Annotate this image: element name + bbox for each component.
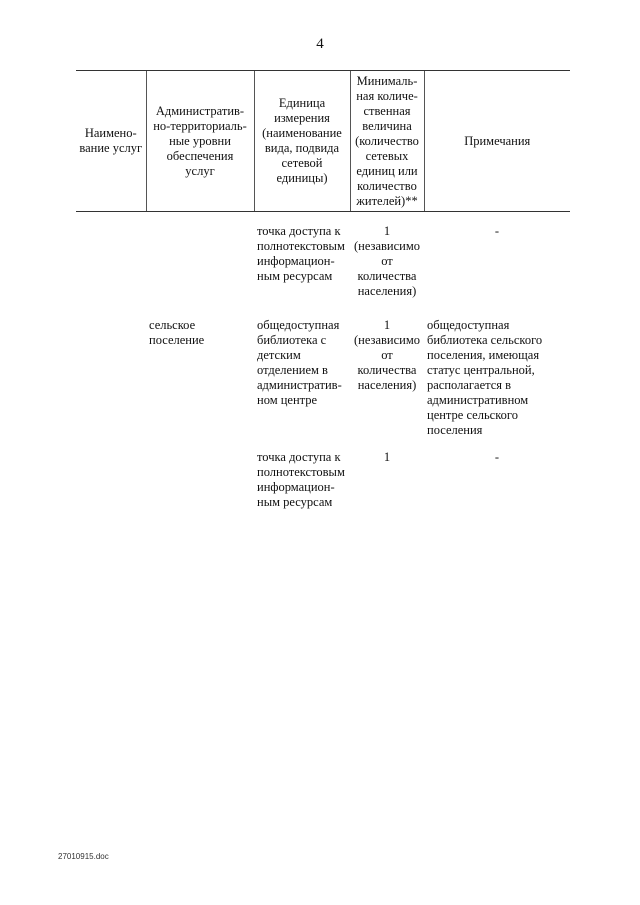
table-row: [76, 306, 570, 438]
table-header-row: [76, 71, 570, 212]
admin-level-cell: [146, 438, 254, 510]
unit-cell: общедоступная библиотека с детским отделением в административ- ном центре: [257, 318, 342, 407]
note-cell: -: [494, 450, 500, 464]
header-admin-level: Административ- но-территориаль- ные уровни обеспечения услуг: [146, 71, 254, 212]
table-row: [76, 438, 570, 510]
quantity-cell: 1: [383, 450, 391, 464]
services-table: [76, 70, 570, 510]
service-name-cell: [76, 438, 146, 510]
note-cell: -: [494, 224, 500, 238]
unit-cell: точка доступа к полнотекстовым информацион- ным ресурсам: [257, 224, 345, 283]
quantity-cell: 1 (независимо от количества населения): [353, 224, 421, 298]
table-row: [76, 212, 570, 307]
admin-level-cell: [146, 212, 254, 307]
service-name-cell: [76, 306, 146, 438]
service-name-cell: [76, 212, 146, 307]
note-cell: общедоступная библиотека сельского поселения, имеющая статус центральной, располагается в административном центре сельского поселения: [427, 318, 543, 437]
document-filename: 27010915.doc: [58, 852, 109, 861]
quantity-cell: 1 (независимо от количества населения): [353, 318, 421, 392]
header-min-quantity: Минималь- ная количе- ственная величина (количество сетевых единиц или количество жителей)**: [350, 71, 424, 212]
admin-level-cell: сельское поселение: [149, 318, 205, 347]
unit-cell: точка доступа к полнотекстовым информацион- ным ресурсам: [257, 450, 345, 509]
page-number: 4: [316, 36, 324, 52]
header-unit: Единица измерения (наименование вида, подвида сетевой единицы): [254, 71, 350, 212]
header-notes: Примечания: [424, 71, 570, 212]
header-service-name: Наимено- вание услуг: [76, 71, 146, 212]
